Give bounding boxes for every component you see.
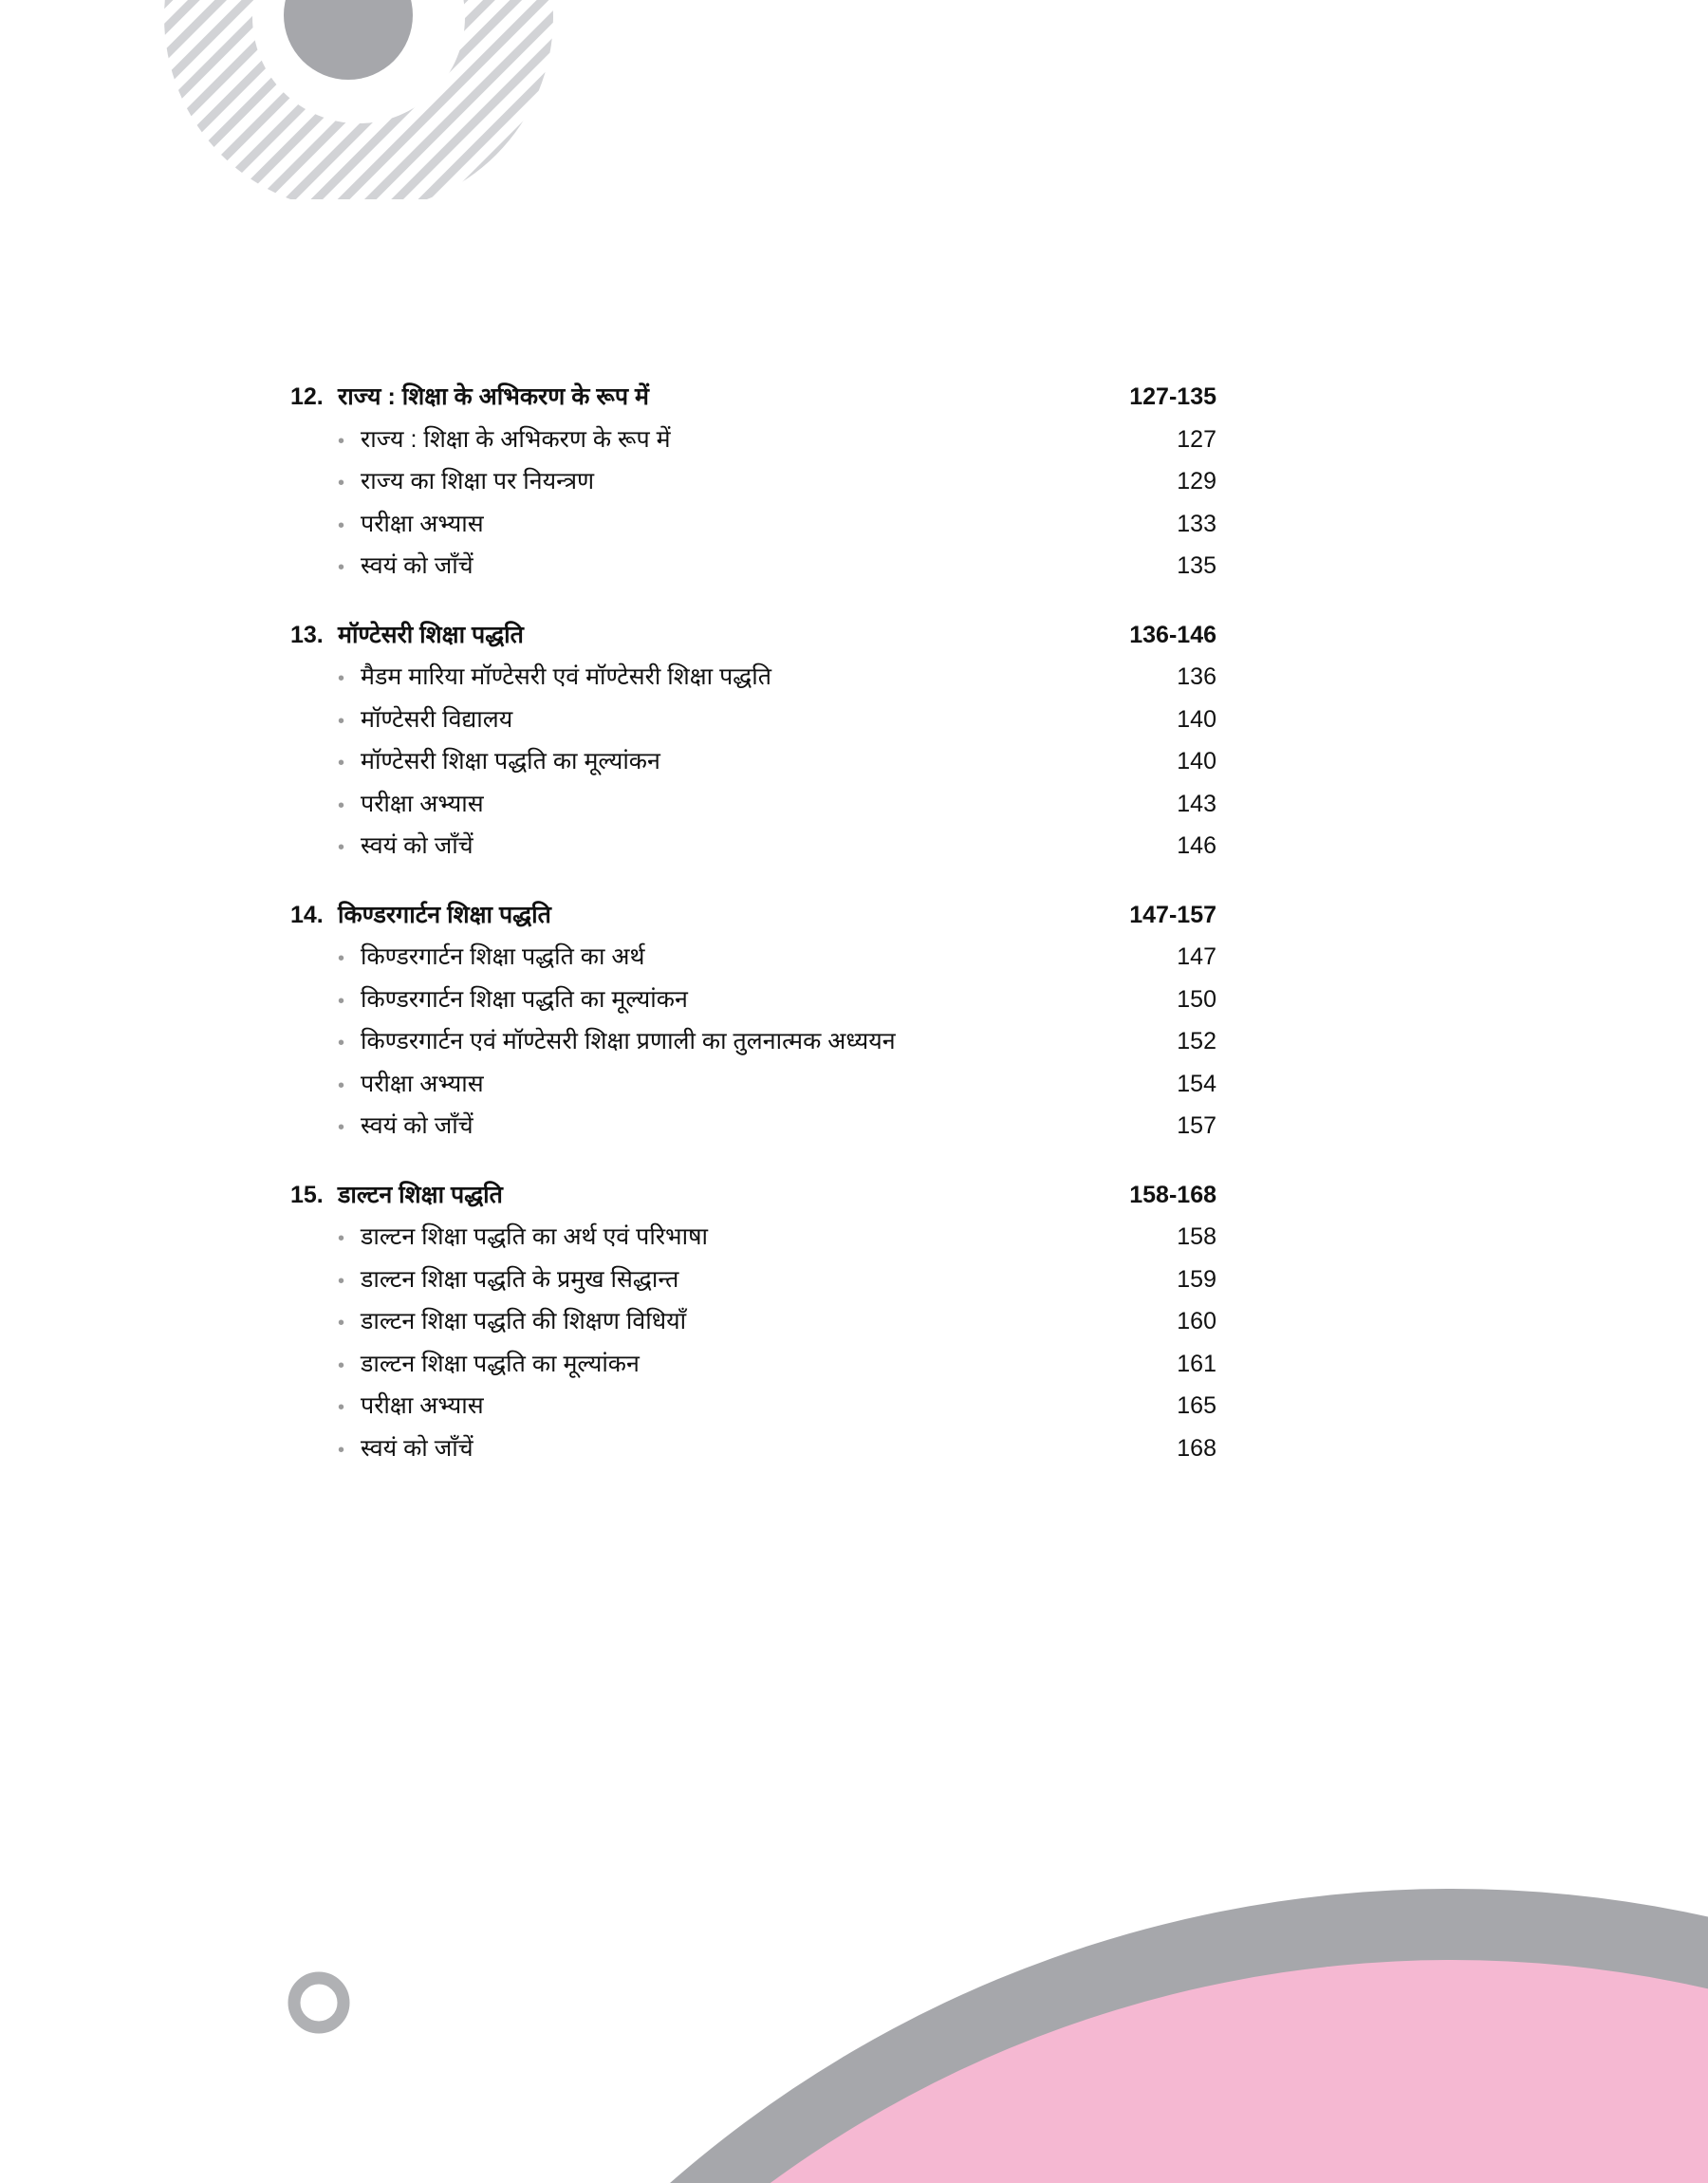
bullet-dot-icon: • [338, 1439, 345, 1461]
toc-item[interactable] [290, 1259, 1216, 1301]
bullet-dot-icon: • [338, 1033, 345, 1054]
toc-item-page: 135 [1177, 552, 1216, 579]
toc-item-text [338, 545, 473, 589]
toc-item-title: डाल्टन शिक्षा पद्धति की शिक्षण विधियाँ [361, 1308, 687, 1334]
toc-item-page: 127 [1177, 425, 1216, 453]
toc-item-page: 140 [1177, 705, 1216, 733]
chapter-entry[interactable] [290, 614, 1216, 657]
toc-item-page: 136 [1177, 663, 1216, 690]
toc-item[interactable] [290, 699, 1216, 741]
small-ring-decoration [294, 1978, 343, 2027]
toc-item-title: डाल्टन शिक्षा पद्धति के प्रमुख सिद्धान्त [361, 1265, 679, 1293]
toc-item-title: राज्य : शिक्षा के अभिकरण के रूप में [361, 425, 671, 453]
chapter-number: 13. [290, 621, 324, 648]
bullet-dot-icon: • [338, 668, 345, 689]
chapter-section [290, 1174, 1216, 1470]
toc-item[interactable] [290, 1020, 1216, 1063]
toc-item[interactable] [290, 503, 1216, 546]
toc-item-title: परीक्षा अभ्यास [361, 1070, 484, 1097]
toc-item[interactable] [290, 656, 1216, 699]
bullet-dot-icon: • [338, 557, 345, 578]
bullet-dot-icon: • [338, 1397, 345, 1418]
toc-item-text [338, 740, 660, 785]
bullet-dot-icon: • [338, 710, 345, 732]
chapter-entry[interactable] [290, 1174, 1216, 1217]
toc-item-page: 146 [1177, 832, 1216, 859]
chapter-number: 14. [290, 901, 324, 928]
chapter-entry[interactable] [290, 376, 1216, 419]
table-of-contents [290, 376, 1216, 1496]
toc-item-page: 150 [1177, 985, 1216, 1013]
bullet-dot-icon: • [338, 837, 345, 858]
toc-item-title: स्वयं को जाँचें [361, 552, 473, 579]
chapter-title: मॉण्टेसरी शिक्षा पद्धति [338, 621, 524, 648]
toc-item-title: डाल्टन शिक्षा पद्धति का अर्थ एवं परिभाषा [361, 1223, 709, 1250]
toc-item[interactable] [290, 1343, 1216, 1386]
toc-item-page: 129 [1177, 468, 1216, 494]
toc-item-page: 133 [1177, 510, 1216, 537]
chapter-section [290, 614, 1216, 868]
toc-item[interactable] [290, 1427, 1216, 1470]
toc-item-text [338, 1343, 640, 1388]
toc-item-title: मॉण्टेसरी विद्यालय [361, 705, 513, 733]
toc-item[interactable] [290, 1300, 1216, 1343]
toc-item-text [338, 656, 771, 700]
toc-item-title: परीक्षा अभ्यास [361, 790, 484, 817]
toc-item[interactable] [290, 545, 1216, 588]
toc-item-title: स्वयं को जाँचें [361, 1112, 473, 1139]
bullet-dot-icon: • [338, 948, 345, 969]
toc-item-title: स्वयं को जाँचें [361, 1434, 473, 1462]
toc-item-text [338, 419, 671, 463]
toc-item[interactable] [290, 783, 1216, 826]
toc-item[interactable] [290, 979, 1216, 1021]
toc-item-text [338, 460, 594, 505]
toc-item-page: 154 [1177, 1070, 1216, 1097]
toc-item-text [338, 1216, 708, 1260]
toc-item-title: किण्डरगार्टन शिक्षा पद्धति का अर्थ [361, 943, 645, 970]
toc-item-page: 140 [1177, 748, 1216, 774]
chapter-section [290, 894, 1216, 1147]
chapter-page-range: 158-168 [1129, 1181, 1216, 1208]
toc-item-page: 143 [1177, 790, 1216, 817]
toc-item[interactable] [290, 460, 1216, 503]
bullet-dot-icon: • [338, 514, 345, 536]
toc-item-text [338, 1259, 678, 1303]
chapter-title: राज्य : शिक्षा के अभिकरण के रूप में [338, 383, 649, 410]
toc-item[interactable] [290, 1385, 1216, 1427]
bullet-dot-icon: • [338, 990, 345, 1012]
toc-item-title: राज्य का शिक्षा पर नियन्त्रण [361, 468, 595, 494]
toc-item-title: स्वयं को जाँचें [361, 832, 473, 859]
top-striped-circle-decoration [164, 0, 553, 212]
chapter-heading [290, 1174, 503, 1217]
toc-item-title: परीक्षा अभ्यास [361, 1392, 484, 1419]
chapter-heading [290, 614, 524, 657]
chapter-entry[interactable] [290, 894, 1216, 937]
bullet-dot-icon: • [338, 1270, 345, 1292]
toc-item-page: 147 [1177, 943, 1216, 970]
toc-item-text [338, 936, 644, 980]
toc-item-text [338, 783, 484, 828]
bullet-dot-icon: • [338, 1354, 345, 1376]
bullet-dot-icon: • [338, 473, 345, 494]
toc-item-page: 158 [1177, 1223, 1216, 1250]
toc-item[interactable] [290, 740, 1216, 783]
toc-item-text [338, 1385, 484, 1429]
toc-item-text [338, 1105, 473, 1149]
toc-item-title: मैडम मारिया मॉण्टेसरी एवं मॉण्टेसरी शिक्षा पद्धति [361, 663, 772, 690]
toc-item-page: 168 [1177, 1434, 1216, 1462]
chapter-page-range: 147-157 [1129, 901, 1216, 928]
toc-item[interactable] [290, 936, 1216, 979]
toc-item-title: किण्डरगार्टन शिक्षा पद्धति का मूल्यांकन [361, 985, 688, 1013]
bullet-dot-icon: • [338, 753, 345, 774]
chapter-section [290, 376, 1216, 588]
toc-item[interactable] [290, 1216, 1216, 1259]
chapter-heading [290, 894, 551, 937]
toc-item-text [338, 1300, 686, 1345]
chapter-number: 12. [290, 383, 324, 410]
chapter-title: डाल्टन शिक्षा पद्धति [338, 1181, 503, 1208]
toc-item[interactable] [290, 1105, 1216, 1147]
toc-item[interactable] [290, 1063, 1216, 1106]
toc-item-text [338, 1427, 473, 1472]
bullet-dot-icon: • [338, 1074, 345, 1096]
chapter-heading [290, 376, 649, 419]
toc-item-page: 159 [1177, 1265, 1216, 1293]
bullet-dot-icon: • [338, 794, 345, 816]
chapter-number: 15. [290, 1181, 324, 1208]
toc-item-text [338, 1063, 484, 1108]
toc-item-page: 165 [1177, 1392, 1216, 1419]
toc-item-title: डाल्टन शिक्षा पद्धति का मूल्यांकन [361, 1350, 640, 1377]
toc-item-text [338, 503, 484, 548]
toc-item[interactable] [290, 419, 1216, 461]
toc-item-title: मॉण्टेसरी शिक्षा पद्धति का मूल्यांकन [361, 748, 660, 774]
toc-item-page: 152 [1177, 1028, 1216, 1054]
chapter-page-range: 127-135 [1129, 383, 1216, 410]
toc-item-text [338, 1020, 896, 1065]
toc-item-page: 161 [1177, 1350, 1216, 1377]
bullet-dot-icon: • [338, 1228, 345, 1249]
toc-item-page: 160 [1177, 1308, 1216, 1334]
toc-item-page: 157 [1177, 1112, 1216, 1139]
chapter-title: किण्डरगार्टन शिक्षा पद्धति [338, 901, 551, 928]
bullet-dot-icon: • [338, 1313, 345, 1334]
toc-item-text [338, 979, 688, 1023]
toc-item-text [338, 699, 512, 743]
toc-item[interactable] [290, 825, 1216, 868]
chapter-page-range: 136-146 [1129, 621, 1216, 648]
bullet-dot-icon: • [338, 1117, 345, 1138]
toc-item-title: परीक्षा अभ्यास [361, 510, 484, 537]
toc-item-title: किण्डरगार्टन एवं मॉण्टेसरी शिक्षा प्रणाली का तुलनात्मक अध्ययन [361, 1028, 896, 1054]
toc-item-text [338, 825, 473, 869]
bullet-dot-icon: • [338, 430, 345, 452]
